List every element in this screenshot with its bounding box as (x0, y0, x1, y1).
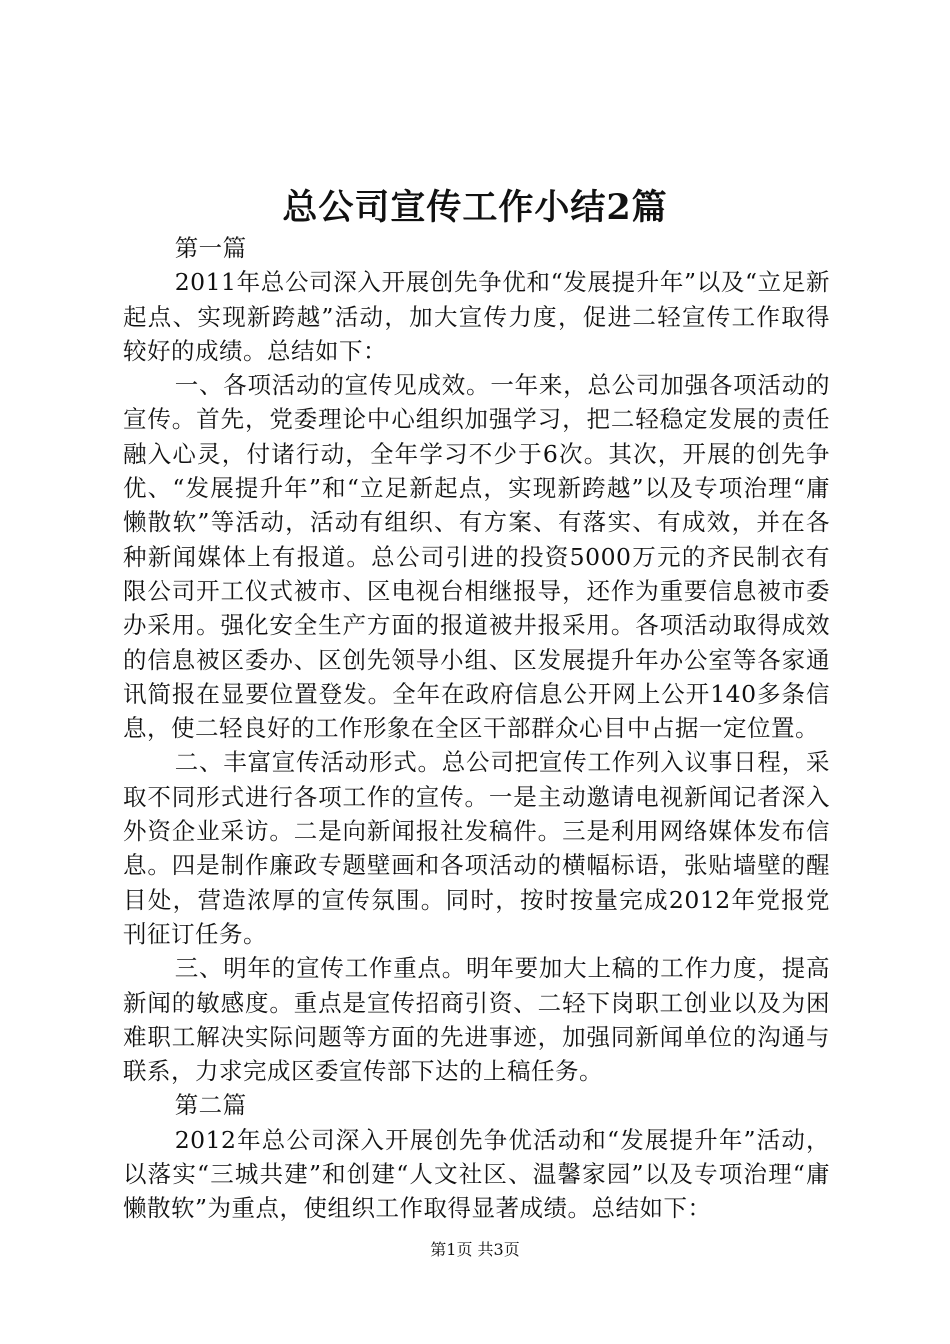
page-footer: 第1页 共3页 (430, 1240, 520, 1259)
document-title: 总公司宣传工作小结2篇 (282, 187, 668, 228)
paragraph: 三、明年的宣传工作重点。明年要加大上稿的工作力度，提高新闻的敏感度。重点是宣传招商引资、二轻下岗职工创业以及为困难职工解决实际问题等方面的先进事迹，加强同新闻单位的沟通与联系，力求完成区委宣传部下达的上稿任务。 (123, 954, 830, 1086)
section-heading-2: 第二篇 (174, 1091, 247, 1120)
document-body (123, 231, 830, 1226)
paragraph: 一、各项活动的宣传见成效。一年来，总公司加强各项活动的宣传。首先，党委理论中心组织加强学习，把二轻稳定发展的责任融入心灵，付诸行动，全年学习不少于6次。其次，开展的创先争优、“发展提升年”和“立足新起点，实现新跨越”以及专项治理“庸懒散软”等活动，活动有组织、有方案、有落实、有成效，并在各种新闻媒体上有报道。总公司引进的投资5000万元的齐民制衣有限公司开工仪式被市、区电视台相继报导，还作为重要信息被市委办采用。强化安全生产方面的报道被井报采用。各项活动取得成效的信息被区委办、区创先领导小组、区发展提升年办公室等各家通讯简报在显要位置登发。全年在政府信息公开网上公开140多条信息，使二轻良好的工作形象在全区干部群众心目中占据一定位置。 (123, 371, 830, 743)
paragraph: 二、丰富宣传活动形式。总公司把宣传工作列入议事日程，采取不同形式进行各项工作的宣传。一是主动邀请电视新闻记者深入外资企业采访。二是向新闻报社发稿件。三是利用网络媒体发布信息。四是制作廉政专题壁画和各项活动的横幅标语，张贴墙壁的醒目处，营造浓厚的宣传氛围。同时，按时按量完成2012年党报党刊征订任务。 (123, 748, 830, 948)
paragraph: 2012年总公司深入开展创先争优活动和“发展提升年”活动，以落实“三城共建”和创建“人文社区、温馨家园”以及专项治理“庸懒散软”为重点，使组织工作取得显著成绩。总结如下： (123, 1125, 830, 1223)
paragraph: 2011年总公司深入开展创先争优和“发展提升年”以及“立足新起点、实现新跨越”活动，加大宣传力度，促进二轻宣传工作取得较好的成绩。总结如下： (123, 268, 830, 365)
section-heading-1: 第一篇 (174, 234, 247, 262)
